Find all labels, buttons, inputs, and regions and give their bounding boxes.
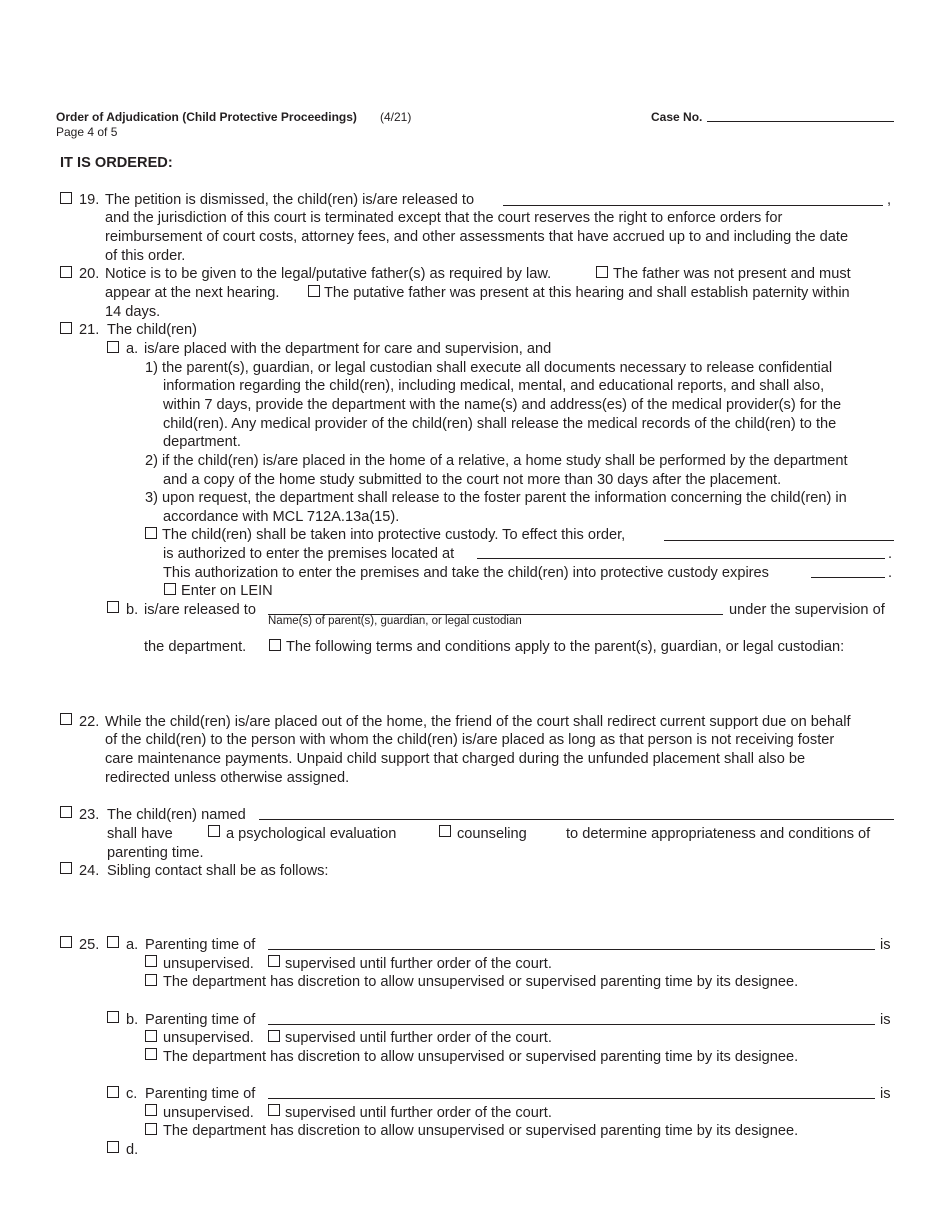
item-25a-department-checkbox[interactable] [145,974,157,986]
premises-address-field[interactable] [477,558,885,559]
item-21a-para3-line1: 3) upon request, the department shall release to the foster parent the information concerning the child(ren) in [145,490,847,506]
parenting-time-text: parenting time. [107,845,204,861]
item-25b-text: Parenting time of [145,1012,256,1028]
item-21a-checkbox[interactable] [107,341,119,353]
premises-text: is authorized to enter the premises located at [163,546,455,562]
item-19-text-line4: of this order. [105,248,186,264]
item-21b-checkbox[interactable] [107,601,119,613]
counseling-label: counseling [457,826,527,842]
item-25-checkbox[interactable] [60,936,72,948]
purpose-text: to determine appropriateness and conditions of [566,826,871,842]
item-24-checkbox[interactable] [60,862,72,874]
item-25d-label: d. [126,1142,139,1158]
item-20-text-line2: appear at the next hearing. [105,285,280,301]
item-21-number: 21. [79,322,100,338]
putative-father-present-label: The putative father was present at this hearing and shall establish paternity within [324,285,850,301]
item-25b-unsupervised-checkbox[interactable] [145,1030,157,1042]
item-21a-para1-line5: department. [163,434,241,450]
item-20-text-line3: 14 days. [105,304,161,320]
item-25c-unsupervised-checkbox[interactable] [145,1104,157,1116]
item-22-checkbox[interactable] [60,713,72,725]
released-to-caption: Name(s) of parent(s), guardian, or legal custodian [268,615,522,627]
item-19-text: The petition is dismissed, the child(ren) is/are released to [105,192,475,208]
form-title: Order of Adjudication (Child Protective Proceedings) [56,110,357,124]
item-25b-is: is [880,1012,891,1028]
item-20-number: 20. [79,266,100,282]
item-25b-supervised-checkbox[interactable] [268,1030,280,1042]
item-25c-checkbox[interactable] [107,1086,119,1098]
parenting-time-c-field[interactable] [268,1098,875,1099]
item-19-number: 19. [79,192,100,208]
parenting-time-a-field[interactable] [268,949,875,950]
item-25c-department-checkbox[interactable] [145,1123,157,1135]
form-version: (4/21) [380,110,412,124]
item-21-checkbox[interactable] [60,322,72,334]
item-21a-para2-line2: and a copy of the home study submitted to the court not more than 30 days after the placement. [163,472,782,488]
enter-lein-label: Enter on LEIN [181,583,273,599]
item-25-number: 25. [79,937,100,953]
item-25b-unsupervised-label: unsupervised. [163,1030,254,1046]
item-25a-label: a. [126,937,139,953]
item-21a-label: a. [126,341,139,357]
item-22-line3: care maintenance payments. Unpaid child support that charged during the unfunded placement shall also be [105,751,806,767]
item-25b-department-checkbox[interactable] [145,1048,157,1060]
item-23-text: The child(ren) named [107,807,246,823]
item-23-checkbox[interactable] [60,806,72,818]
released-to-field[interactable] [503,205,883,206]
item-21a-text: is/are placed with the department for care and supervision, and [144,341,552,357]
item-25c-department-label: The department has discretion to allow unsupervised or supervised parenting time by its designee. [163,1123,799,1139]
item-19-comma: , [887,192,892,208]
psychological-evaluation-checkbox[interactable] [208,825,220,837]
child-named-field[interactable] [259,819,894,820]
item-21a-para1-line4: child(ren). Any medical provider of the child(ren) shall release the medical records of the child(ren) to the [163,416,837,432]
item-25c-supervised-checkbox[interactable] [268,1104,280,1116]
psychological-evaluation-label: a psychological evaluation [226,826,397,842]
protective-custody-text: The child(ren) shall be taken into protective custody. To effect this order, [162,527,626,543]
item-25c-text: Parenting time of [145,1086,256,1102]
item-22-line4: redirected unless otherwise assigned. [105,770,350,786]
shall-have-text: shall have [107,826,173,842]
father-not-present-checkbox[interactable] [596,266,608,278]
item-21a-para1-line3: within 7 days, provide the department with the name(s) and address(es) of the medical provider(s) for the [163,397,842,413]
item-25b-supervised-label: supervised until further order of the court. [285,1030,552,1046]
item-25d-checkbox[interactable] [107,1141,119,1153]
item-23-number: 23. [79,807,100,823]
case-no-label: Case No. [651,110,703,124]
item-25a-supervised-label: supervised until further order of the court. [285,956,552,972]
sibling-contact-text: Sibling contact shall be as follows: [107,863,329,879]
the-department-text: the department. [144,639,247,655]
item-20-text: Notice is to be given to the legal/putative father(s) as required by law. [105,266,552,282]
counseling-checkbox[interactable] [439,825,451,837]
item-21-intro: The child(ren) [107,322,198,338]
item-21a-para2-line1: 2) if the child(ren) is/are placed in the home of a relative, a home study shall be performed by the department [145,453,848,469]
item-21a-para3-line2: accordance with MCL 712A.13a(15). [163,509,400,525]
item-21b-text: is/are released to [144,602,256,618]
putative-father-present-checkbox[interactable] [308,285,320,297]
item-24-number: 24. [79,863,100,879]
enter-lein-checkbox[interactable] [164,583,176,595]
item-25a-supervised-checkbox[interactable] [268,955,280,967]
terms-conditions-checkbox[interactable] [269,639,281,651]
case-no-field[interactable] [707,121,894,122]
page-number: Page 4 of 5 [56,125,118,139]
item-21a-para1-line2: information regarding the child(ren), including medical, mental, and educational reports, and shall also, [163,378,825,394]
expires-period: . [888,565,893,581]
item-19-text-line2: and the jurisdiction of this court is terminated except that the court reserves the right to enforce orders for [105,210,783,226]
item-25c-label: c. [126,1086,138,1102]
item-21b-label: b. [126,602,139,618]
item-25a-text: Parenting time of [145,937,256,953]
terms-conditions-label: The following terms and conditions apply to the parent(s), guardian, or legal custodian: [286,639,845,655]
premises-period: . [888,546,893,562]
expiration-date-field[interactable] [811,577,885,578]
father-not-present-label: The father was not present and must [613,266,851,282]
item-19-text-line3: reimbursement of court costs, attorney fees, and other assessments that have accrued up to and including the date [105,229,849,245]
item-19-checkbox[interactable] [60,192,72,204]
item-25a-unsupervised-label: unsupervised. [163,956,254,972]
authorized-person-field[interactable] [664,540,894,541]
item-22-line1: While the child(ren) is/are placed out of the home, the friend of the court shall redirect current support due on behalf [105,714,851,730]
item-21a-para1-line1: 1) the parent(s), guardian, or legal custodian shall execute all documents necessary to release confidential [145,360,833,376]
item-25a-unsupervised-checkbox[interactable] [145,955,157,967]
item-25a-is: is [880,937,891,953]
item-22-line2: of the child(ren) to the person with whom the child(ren) is/are placed as long as that person is not receiving foster [105,732,835,748]
item-25b-checkbox[interactable] [107,1011,119,1023]
item-25c-unsupervised-label: unsupervised. [163,1105,254,1121]
item-25c-supervised-label: supervised until further order of the court. [285,1105,552,1121]
parenting-time-b-field[interactable] [268,1024,875,1025]
protective-custody-checkbox[interactable] [145,527,157,539]
item-25c-is: is [880,1086,891,1102]
section-heading: IT IS ORDERED: [60,155,173,171]
supervision-text: under the supervision of [729,602,885,618]
item-25a-department-label: The department has discretion to allow unsupervised or supervised parenting time by its designee. [163,974,799,990]
item-25b-label: b. [126,1012,139,1028]
item-22-number: 22. [79,714,100,730]
item-25b-department-label: The department has discretion to allow unsupervised or supervised parenting time by its designee. [163,1049,799,1065]
authorization-expires-text: This authorization to enter the premises and take the child(ren) into protective custody expires [163,565,769,581]
item-20-checkbox[interactable] [60,266,72,278]
item-25a-checkbox[interactable] [107,936,119,948]
